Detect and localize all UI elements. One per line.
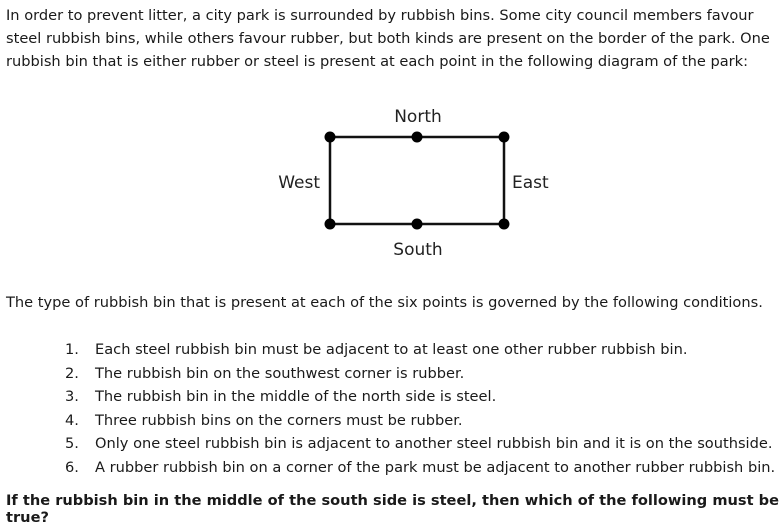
bin-point-northwest — [325, 132, 336, 143]
label-north: North — [394, 107, 442, 127]
condition-item — [58, 432, 775, 456]
condition-text: Only one steel rubbish bin is adjacent to another steel rubbish bin and it is on the southside. — [95, 435, 773, 453]
condition-text: The rubbish bin in the middle of the north side is steel. — [95, 388, 497, 406]
condition-item — [58, 409, 775, 433]
condition-number: 4. — [65, 411, 79, 429]
question-text: If the rubbish bin in the middle of the south side is steel, then which of the following must be true? — [6, 492, 779, 526]
condition-item — [58, 338, 775, 362]
condition-number: 3. — [65, 388, 79, 406]
bin-point-southeast — [499, 219, 510, 230]
condition-text: Each steel rubbish bin must be adjacent to at least one other rubber rubbish bin. — [95, 341, 688, 358]
condition-number: 6. — [65, 458, 79, 476]
label-east: East — [512, 173, 549, 193]
bin-point-northeast — [499, 132, 510, 143]
conditions-list — [58, 338, 775, 480]
park-border — [330, 137, 504, 224]
condition-number: 1. — [65, 341, 79, 358]
label-west: West — [278, 173, 320, 193]
condition-number: 2. — [65, 364, 79, 382]
label-south: South — [393, 240, 443, 260]
condition-text: Three rubbish bins on the corners must be rubber. — [95, 411, 463, 429]
condition-number: 5. — [65, 435, 79, 453]
conditions-intro: The type of rubbish bin that is present at each of the six points is governed by the following conditions. — [6, 294, 763, 311]
condition-item — [58, 456, 775, 480]
intro-paragraph: In order to prevent litter, a city park is surrounded by rubbish bins. Some city council members favour steel rubbish bins, while others favour rubber, but both kinds are present on the border of the park. One rubbish bin that is either rubber or steel is present at each point in the following diagram of the park: — [6, 7, 770, 70]
condition-item — [58, 362, 775, 386]
bin-point-southwest — [325, 219, 336, 230]
condition-text: A rubber rubbish bin on a corner of the park must be adjacent to another rubber rubbish bin. — [95, 458, 776, 476]
bin-point-north-middle — [412, 132, 423, 143]
condition-text: The rubbish bin on the southwest corner is rubber. — [95, 364, 465, 382]
bin-point-south-middle — [412, 219, 423, 230]
condition-item — [58, 385, 775, 409]
